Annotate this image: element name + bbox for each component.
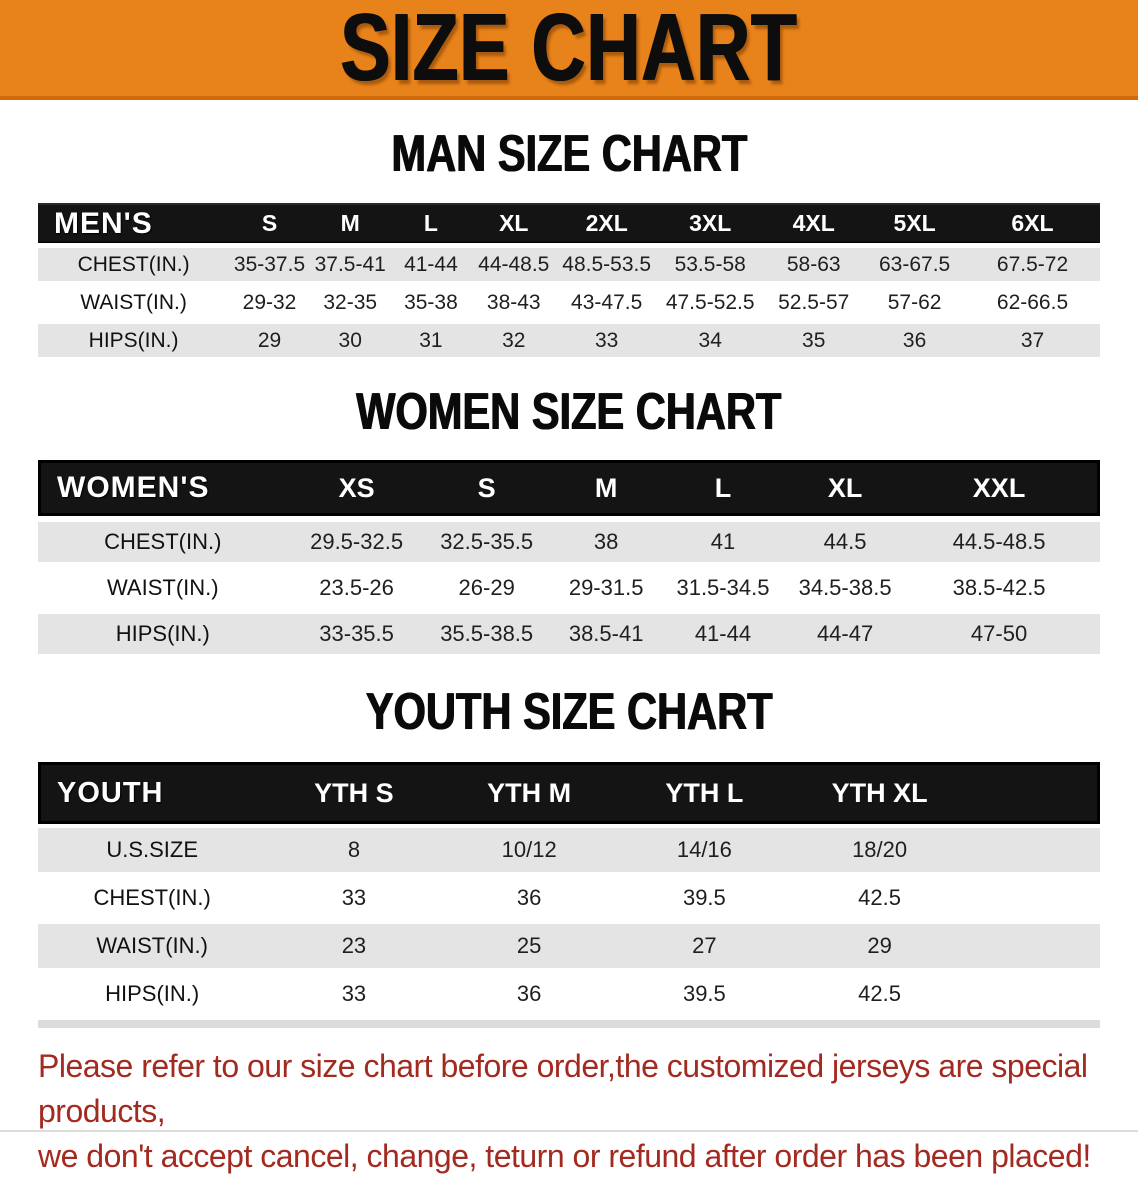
youth-table-header-row xyxy=(38,762,1100,824)
order-policy-note-line1: Please refer to our size chart before order,the customized jerseys are special products, xyxy=(38,1048,1088,1129)
size-column-header: L xyxy=(665,460,782,516)
size-value-cell: 39.5 xyxy=(682,981,726,1006)
size-value-cell: 26-29 xyxy=(458,575,515,600)
men-size-section xyxy=(0,125,1138,362)
men-size-table xyxy=(38,198,1100,362)
size-column-header: YTH S xyxy=(266,762,441,824)
row-filler xyxy=(967,924,1100,968)
women-section-heading xyxy=(0,383,1138,441)
size-value-cell: 29-32 xyxy=(242,290,297,314)
size-value-cell: 37 xyxy=(1020,328,1045,352)
size-value-cell: 48.5-53.5 xyxy=(562,252,652,276)
measurement-row-label: CHEST(IN.) xyxy=(93,885,211,910)
size-value-cell: 35.5-38.5 xyxy=(440,621,534,646)
header-filler xyxy=(1089,460,1100,516)
size-value-cell: 44-48.5 xyxy=(478,252,550,276)
size-value-cell: 34.5-38.5 xyxy=(798,575,892,600)
table-corner-label: MEN'S xyxy=(38,203,229,243)
measurement-row xyxy=(38,972,1100,1016)
size-value-cell: 33 xyxy=(594,328,619,352)
measurement-row-label: HIPS(IN.) xyxy=(88,328,179,352)
youth-size-table xyxy=(38,758,1100,1020)
size-value-cell: 38.5-41 xyxy=(568,621,644,646)
size-value-cell: 44-47 xyxy=(816,621,874,646)
order-policy-note xyxy=(38,1044,1100,1178)
size-value-cell: 33 xyxy=(341,981,367,1006)
size-value-cell: 47.5-52.5 xyxy=(665,290,755,314)
measurement-row xyxy=(38,828,1100,872)
men-section-heading xyxy=(0,125,1138,183)
size-value-cell: 42.5 xyxy=(858,885,901,910)
size-value-cell: 34 xyxy=(698,328,722,352)
size-value-cell: 36 xyxy=(516,885,542,910)
measurement-row-label: HIPS(IN.) xyxy=(115,621,210,646)
women-size-section xyxy=(0,383,1138,660)
women-table-header-row xyxy=(38,460,1100,516)
measurement-row-label: CHEST(IN.) xyxy=(77,252,190,276)
size-value-cell: 33 xyxy=(341,885,367,910)
size-value-cell: 35-37.5 xyxy=(233,252,306,276)
size-value-cell: 35-38 xyxy=(404,290,458,314)
measurement-row-label: HIPS(IN.) xyxy=(105,981,200,1006)
size-column-header: 4XL xyxy=(763,203,864,243)
size-value-cell: 29 xyxy=(867,933,892,958)
row-filler xyxy=(967,972,1100,1016)
size-value-cell: 18/20 xyxy=(852,837,908,862)
size-value-cell: 44.5 xyxy=(823,529,867,554)
size-value-cell: 67.5-72 xyxy=(996,252,1069,276)
measurement-row xyxy=(38,324,1100,357)
size-value-cell: 14/16 xyxy=(676,837,732,862)
size-value-cell: 44.5-48.5 xyxy=(952,529,1046,554)
row-filler xyxy=(1089,568,1100,608)
size-value-cell: 36 xyxy=(516,981,542,1006)
size-column-header: S xyxy=(229,203,310,243)
size-column-header: YTH L xyxy=(617,762,792,824)
size-value-cell: 32 xyxy=(502,328,526,352)
size-value-cell: 29 xyxy=(257,328,282,352)
measurement-row xyxy=(38,522,1100,562)
youth-section-heading xyxy=(0,683,1138,741)
row-filler xyxy=(967,828,1100,872)
men-table-header-row xyxy=(38,203,1100,243)
size-value-cell: 33-35.5 xyxy=(319,621,394,646)
women-size-table xyxy=(38,454,1100,660)
size-chart-banner xyxy=(0,0,1138,100)
size-column-header: L xyxy=(391,203,472,243)
size-column-header: M xyxy=(310,203,391,243)
measurement-row-label: U.S.SIZE xyxy=(106,837,198,862)
measurement-row xyxy=(38,924,1100,968)
men-section-heading-text: MAN SIZE CHART xyxy=(391,125,747,183)
size-column-header: XL xyxy=(781,460,908,516)
size-value-cell: 27 xyxy=(692,933,717,958)
size-value-cell: 25 xyxy=(516,933,542,958)
header-filler xyxy=(967,762,1100,824)
table-corner-label: WOMEN'S xyxy=(38,460,288,516)
size-column-header: XL xyxy=(471,203,556,243)
measurement-row-label: CHEST(IN.) xyxy=(104,529,222,554)
size-column-header: 6XL xyxy=(965,203,1100,243)
size-value-cell: 23.5-26 xyxy=(319,575,394,600)
size-value-cell: 47-50 xyxy=(970,621,1028,646)
size-value-cell: 36 xyxy=(902,328,927,352)
size-value-cell: 52.5-57 xyxy=(778,290,850,314)
size-column-header: YTH XL xyxy=(792,762,967,824)
size-value-cell: 31 xyxy=(419,328,443,352)
size-value-cell: 32.5-35.5 xyxy=(440,529,534,554)
size-value-cell: 32-35 xyxy=(323,290,378,314)
youth-table-bottom-strip xyxy=(38,1020,1100,1028)
size-value-cell: 23 xyxy=(341,933,367,958)
youth-size-section xyxy=(0,683,1138,1028)
measurement-row-label: WAIST(IN.) xyxy=(96,933,208,958)
measurement-row xyxy=(38,568,1100,608)
size-value-cell: 41-44 xyxy=(404,252,458,276)
size-value-cell: 38.5-42.5 xyxy=(952,575,1046,600)
measurement-row xyxy=(38,248,1100,281)
size-column-header: YTH M xyxy=(442,762,617,824)
size-value-cell: 10/12 xyxy=(501,837,557,862)
size-value-cell: 30 xyxy=(338,328,362,352)
size-value-cell: 38-43 xyxy=(486,290,541,314)
size-value-cell: 39.5 xyxy=(682,885,726,910)
size-value-cell: 53.5-58 xyxy=(674,252,746,276)
size-column-header: 2XL xyxy=(556,203,657,243)
size-value-cell: 38 xyxy=(593,529,619,554)
size-value-cell: 62-66.5 xyxy=(996,290,1069,314)
measurement-row xyxy=(38,876,1100,920)
table-corner-label: YOUTH xyxy=(38,762,266,824)
measurement-row xyxy=(38,286,1100,319)
order-policy-note-line2: we don't accept cancel, change, teturn or refund after order has been placed! xyxy=(38,1137,1091,1174)
size-value-cell: 29-31.5 xyxy=(568,575,644,600)
row-filler xyxy=(1089,522,1100,562)
measurement-row-label: WAIST(IN.) xyxy=(80,290,187,314)
size-value-cell: 58-63 xyxy=(786,252,841,276)
banner-title: SIZE CHART xyxy=(340,0,798,101)
size-column-header: XS xyxy=(288,460,426,516)
size-value-cell: 43-47.5 xyxy=(571,290,643,314)
size-value-cell: 37.5-41 xyxy=(314,252,386,276)
size-value-cell: 31.5-34.5 xyxy=(676,575,770,600)
size-value-cell: 8 xyxy=(347,837,361,862)
size-column-header: 3XL xyxy=(657,203,763,243)
measurement-row xyxy=(38,614,1100,654)
size-value-cell: 41-44 xyxy=(694,621,752,646)
size-value-cell: 42.5 xyxy=(858,981,901,1006)
size-value-cell: 63-67.5 xyxy=(878,252,951,276)
size-value-cell: 35 xyxy=(802,328,826,352)
measurement-row-label: WAIST(IN.) xyxy=(106,575,219,600)
size-value-cell: 57-62 xyxy=(887,290,942,314)
size-column-header: 5XL xyxy=(864,203,965,243)
youth-section-heading-text: YOUTH SIZE CHART xyxy=(365,683,773,741)
size-column-header: XXL xyxy=(909,460,1090,516)
size-column-header: M xyxy=(548,460,665,516)
size-value-cell: 29.5-32.5 xyxy=(310,529,404,554)
size-value-cell: 41 xyxy=(710,529,736,554)
women-section-heading-text: WOMEN SIZE CHART xyxy=(356,383,782,441)
row-filler xyxy=(967,876,1100,920)
size-column-header: S xyxy=(426,460,548,516)
row-filler xyxy=(1089,614,1100,654)
